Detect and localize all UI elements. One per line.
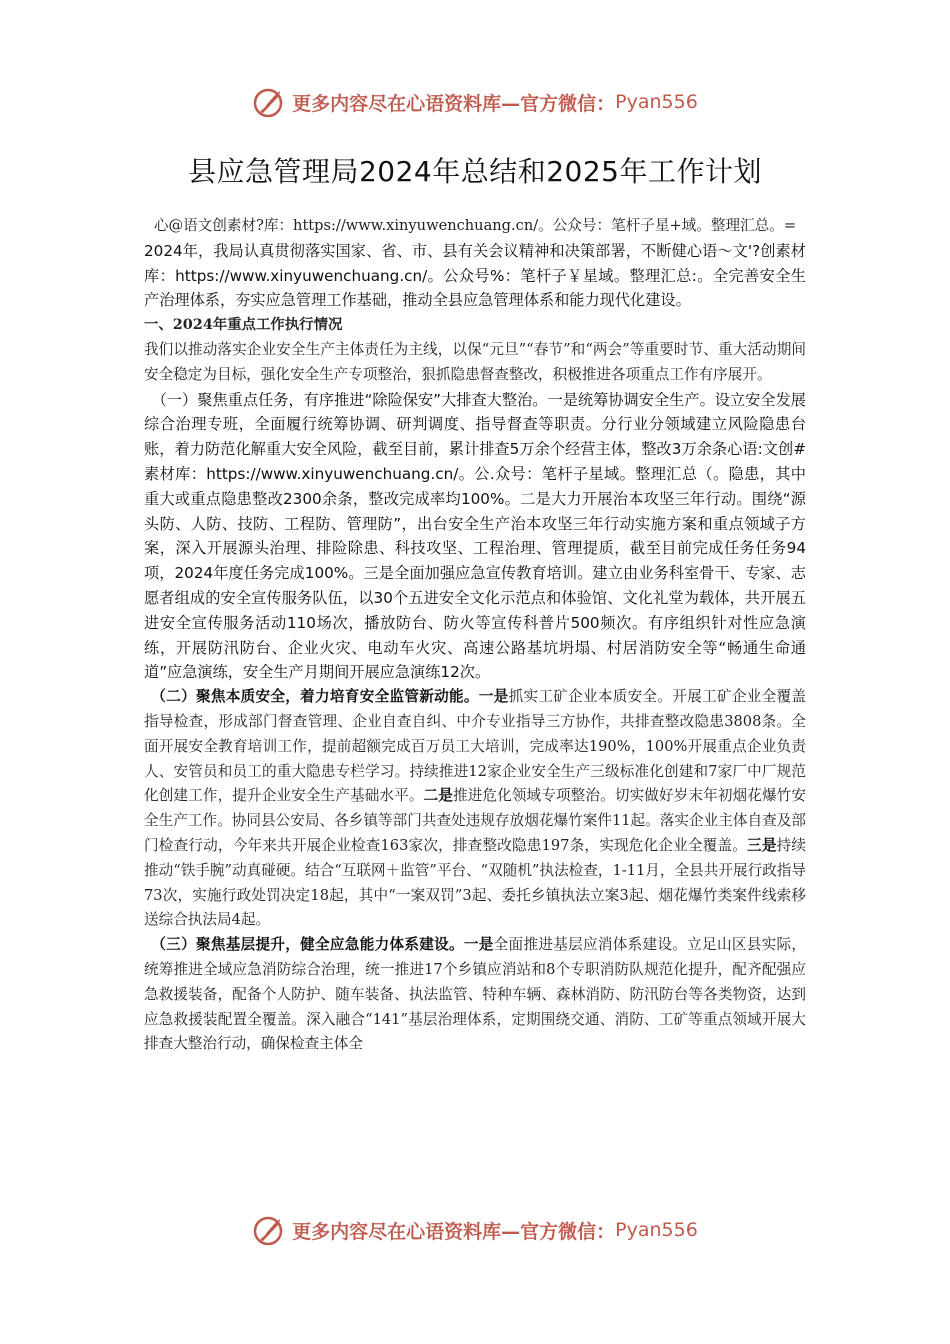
- watermark-wechat: Pyan556: [615, 91, 698, 113]
- paragraph-grassroots-lead: （三）聚焦基层提升，健全应急能力体系建设。一是: [151, 936, 494, 954]
- section-heading-1: 一、2024年重点工作执行情况: [144, 316, 343, 334]
- paragraph-safety-b: 推进危化领域专项整治。切实做好岁末年初烟花爆竹安全生产工作。协同县公安局、各乡镇等部门共查处违规存放烟花爆竹案件11起。落实企业主体自查及部门检查行动，今年来共开展企业检查163家次，排查整改隐患197条，实现危化企业全覆盖。: [144, 787, 806, 854]
- document-title: 县应急管理局2024年总结和2025年工作计划: [187, 155, 763, 188]
- watermark-text: 更多内容尽在心语资料库—官方微信：: [292, 1220, 616, 1243]
- watermark-wechat: Pyan556: [615, 1219, 698, 1241]
- document-body: [144, 150, 806, 1057]
- paragraph-grassroots: [144, 933, 806, 1057]
- watermark-banner-bottom: [0, 1210, 950, 1250]
- paragraph-safety-lead: （二）聚焦本质安全，着力培育安全监管新动能。一是: [151, 688, 509, 706]
- paragraph-safety-a: 抓实工矿企业本质安全。开展工矿企业全覆盖指导检查，形成部门督查管理、企业自查自纠、中介专业指导三方协作，共排查整改隐患3808条。全面开展安全教育培训工作，提前超额完成百万员工大培训，完成率达190%，100%开展重点企业负责人、安管员和员工的重大隐患专栏学习。持续推进12家企业安全生产三级标准化创建和7家厂中厂规范化创建工作，提升企业安全生产基础水平。: [144, 688, 806, 805]
- paragraph-overview: 2024年，我局认真贯彻落实国家、省、市、县有关会议精神和决策部署，不断健心语～文'?创素材库：https://www.xinyuwenchuang.cn/。公众号%：笔杆子￥星域。整理汇总:。全完善安全生产治理体系，夯实应急管理工作基础，推动全县应急管理体系和能力现代化建设。: [144, 241, 806, 310]
- paragraph-key-tasks: （一）聚焦重点任务，有序推进“除险保安”大排查大整治。一是统筹协调安全生产。设立安全发展综合治理专班，全面履行统筹协调、研判调度、指导督查等职责。分行业分领域建立风险隐患台账，着力防范化解重大安全风险，截至目前，累计排查5万余个经营主体，整改3万余条心语:文创#素材库：https://www.xinyuwenchuang.cn/。公.众号：笔杆子星域。整理汇总（。隐患，其中重大或重点隐患整改2300余条，整改完成率均100%。二是大力开展治本攻坚三年行动。围绕“源头防、人防、技防、工程防、管理防”，出台安全生产治本攻坚三年行动实施方案和重点领域子方案，深入开展源头治理、排险除患、科技攻坚、工程治理、管理提质，截至目前完成任务任务94项，2024年度任务完成100%。三是全面加强应急宣传教育培训。建立由业务科室骨干、专家、志愿者组成的安全宣传服务队伍，以30个五进安全文化示范点和体验馆、文化礼堂为载体，共开展五进安全宣传服务活动110场次，播放防台、防火等宣传科普片500频次。有序组织针对性应急演练，开展防汛防台、企业火灾、电动车火灾、高速公路基坑坍塌、村居消防安全等“畅通生命通道”应急演练，安全生产月期间开展应急演练12次。: [144, 390, 806, 682]
- watermark-banner-top: [0, 82, 950, 122]
- paragraph-safety-c: 持续推动“铁手腕”动真碰硬。结合“互联网＋监管”平台、“双随机”执法检查，1-11月，全县共开展行政指导73次，实施行政处罚决定18起，其中“一案双罚”3起、委托乡镇执法立案3起、烟花爆竹类案件线索移送综合执法局4起。: [144, 836, 806, 929]
- paragraph-summary: 我们以推动落实企业安全生产主体责任为主线，以保“元旦”“春节”和“两会”等重要时节、重大活动期间安全稳定为目标，强化安全生产专项整治，狠抓隐患督查整改，积极推进各项重点工作有序展开。: [144, 340, 806, 383]
- intro-line: 心@语文创素材?库：https://www.xinyuwenchuang.cn/。公众号：笔杆子星+域。整理汇总。=: [153, 217, 797, 234]
- paragraph-safety: [144, 685, 806, 933]
- paragraph-safety-lead-2: 二是: [423, 787, 453, 805]
- paragraph-safety-lead-3: 三是: [747, 836, 777, 854]
- watermark-text: 更多内容尽在心语资料库—官方微信：: [292, 92, 616, 115]
- pen-logo-icon: [252, 1213, 288, 1247]
- pen-logo-icon: [252, 85, 288, 119]
- paragraph-grassroots-text: 全面推进基层应消体系建设。立足山区县实际，统筹推进全域应急消防综合治理，统一推进17个乡镇应消站和8个专职消防队规范化提升，配齐配强应急救援装备，配备个人防护、随车装备、执法监管、特种车辆、森林消防、防汛防台等各类物资，达到应急救援装配置全覆盖。深入融合“141”基层治理体系，定期围绕交通、消防、工矿等重点领域开展大排查大整治行动，确保检查主体全: [144, 936, 806, 1053]
